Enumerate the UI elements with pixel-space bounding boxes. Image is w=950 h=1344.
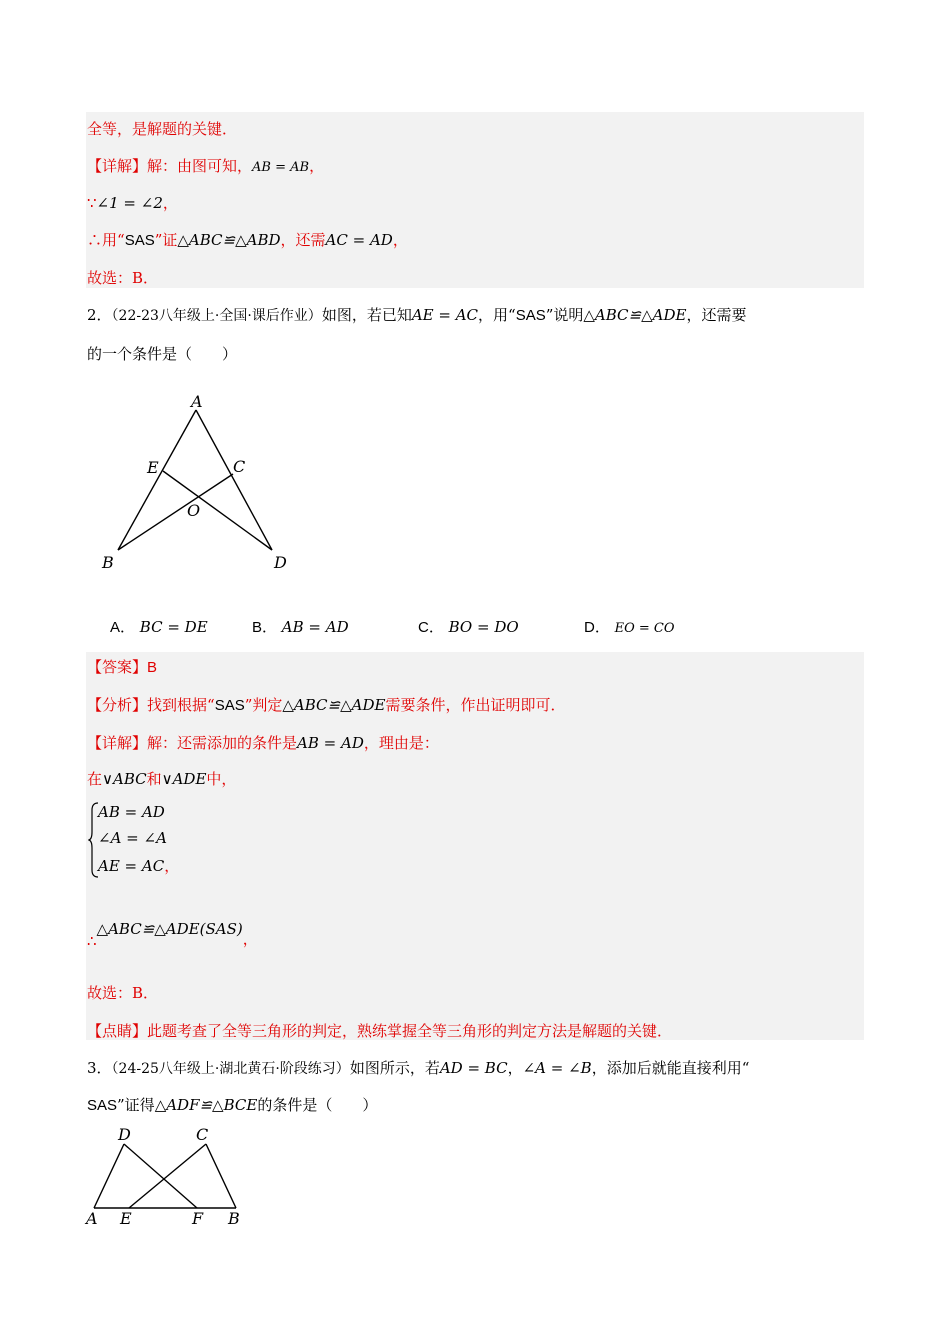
- math-angle-a-b: ∠A = ∠B: [522, 1059, 592, 1077]
- math-ad-bc: AD = BC: [439, 1059, 508, 1077]
- q2-in-triangles: [87, 768, 236, 790]
- q2-choose: 故选：B．: [87, 984, 159, 1002]
- text: ，添加后就能直接利用“: [591, 1059, 750, 1077]
- option-a[interactable]: [110, 616, 208, 637]
- text: ，用“: [478, 306, 516, 324]
- option-math: AB = AD: [281, 618, 349, 636]
- answer-value: B: [147, 659, 158, 676]
- sys-eq-3-text: AE = AC: [98, 857, 165, 875]
- option-label: C．: [418, 619, 444, 636]
- q2-question-line1: [87, 304, 746, 327]
- question-number: 2．: [87, 306, 112, 324]
- option-math: BC = DE: [139, 618, 208, 636]
- label-b: B: [102, 553, 114, 572]
- text: 如图，若已知: [321, 306, 412, 324]
- because-symbol: ∵: [87, 194, 97, 212]
- sys-eq-1: AB = AD: [98, 803, 165, 821]
- detail-tag: 【详解】: [87, 157, 148, 175]
- option-b[interactable]: [252, 616, 349, 637]
- question-source: （22-23八年级上·全国·课后作业）: [111, 308, 322, 324]
- analysis-tag: 【分析】: [87, 696, 148, 714]
- sas-text: SAS: [515, 307, 546, 324]
- text: 找到根据“: [147, 696, 215, 714]
- q2-detail: [87, 732, 439, 754]
- q2-analysis: [87, 694, 565, 717]
- comma: ，: [162, 194, 178, 212]
- q2-answer: [87, 656, 157, 679]
- math-congruence: △ABC≌△ADE: [282, 696, 386, 714]
- q3-figure: [84, 1124, 264, 1244]
- comment-text: 此题考查了全等三角形的判定，熟练掌握全等三角形的判定方法是解题的关键．: [147, 1022, 673, 1040]
- text: 需要条件，作出证明即可．: [385, 696, 566, 714]
- text: ”证得: [117, 1096, 155, 1114]
- q1-choose: 故选：B．: [87, 269, 159, 287]
- label-o: O: [187, 501, 201, 520]
- question-source: （24-25八年级上·湖北黄石·阶段练习）: [111, 1061, 350, 1077]
- text: ，: [507, 1059, 523, 1077]
- label-a: A: [191, 392, 203, 411]
- option-math: BO = DO: [448, 618, 519, 636]
- label-e: E: [147, 458, 159, 477]
- math-ae-ac: AE = AC: [411, 306, 479, 324]
- text: ”判定: [244, 696, 283, 714]
- label-a: A: [86, 1209, 98, 1228]
- option-label: A．: [110, 619, 136, 636]
- text: ，还需: [280, 231, 326, 249]
- segment-ed: [163, 471, 272, 550]
- text: 如图所示，若: [349, 1059, 440, 1077]
- text: 和: [146, 770, 162, 788]
- comma: ，: [309, 157, 325, 175]
- therefore-symbol: ∴: [87, 231, 103, 249]
- comma: ，: [392, 231, 408, 249]
- q1-line3: [87, 192, 178, 214]
- sys-eq-2: ∠A = ∠A: [98, 829, 167, 847]
- math-ac-ad: AC = AD: [325, 231, 393, 249]
- text: 的条件是（ ）: [257, 1096, 378, 1114]
- math-angle-eq: ∠1 = ∠2: [96, 194, 163, 212]
- detail-text: 解：由图可知，: [147, 157, 253, 175]
- text: ”说明: [545, 306, 584, 324]
- segment-df: [124, 1144, 197, 1208]
- option-math: EO = CO: [614, 621, 675, 636]
- q1-line1: 全等，是解题的关键．: [87, 120, 238, 138]
- text: ，还需要: [686, 306, 747, 324]
- segment-bc: [206, 1144, 236, 1208]
- answer-tag: 【答案】: [87, 658, 148, 676]
- label-e: E: [120, 1209, 132, 1228]
- detail-tag: 【详解】: [87, 734, 148, 752]
- sas-text: SAS: [87, 1097, 118, 1114]
- q2-comment: [87, 1020, 672, 1042]
- comma: ，: [164, 857, 180, 875]
- q2-figure: [90, 388, 310, 588]
- label-b: B: [228, 1209, 240, 1228]
- text: 解：还需添加的条件是: [147, 734, 298, 752]
- sas-text: SAS: [214, 697, 245, 714]
- question-number: 3．: [87, 1059, 112, 1077]
- segment-ce: [129, 1144, 206, 1208]
- q1-line2: [87, 155, 324, 179]
- segment-ad: [196, 410, 272, 550]
- sas-text: SAS: [124, 232, 155, 249]
- q3-question-line1: [87, 1057, 749, 1080]
- q2-question-line2: 的一个条件是（ ）: [87, 345, 238, 363]
- comment-tag: 【点睛】: [87, 1022, 148, 1040]
- math-tri-ade: ∨ADE: [161, 770, 207, 788]
- sys-eq-3: [98, 855, 179, 876]
- math-ab-ab: AB = AB: [252, 160, 310, 175]
- text: 中，: [206, 770, 237, 788]
- math-ab-ad: AB = AD: [297, 734, 364, 752]
- q2-conclusion: [87, 918, 258, 950]
- math-congruence: △ADF≌△BCE: [154, 1096, 258, 1114]
- label-d: D: [274, 553, 287, 572]
- q3-question-line2: [87, 1094, 377, 1117]
- option-c[interactable]: [418, 616, 519, 637]
- segment-ab: [118, 410, 196, 550]
- math-congruence: △ABC≌△ADE: [583, 306, 687, 324]
- comma: ，: [242, 930, 258, 948]
- option-d[interactable]: [584, 616, 675, 637]
- label-d: D: [118, 1125, 131, 1144]
- math-conclusion: △ABC≌△ADE(SAS): [96, 920, 243, 938]
- label-f: F: [192, 1209, 204, 1228]
- math-congruence: △ABC≌△ABD: [177, 231, 281, 249]
- math-tri-abc: ∨ABC: [102, 770, 147, 788]
- segment-ad: [94, 1144, 124, 1208]
- label-c: C: [196, 1125, 209, 1144]
- text: ，理由是：: [363, 734, 439, 752]
- q1-line4: [87, 229, 408, 252]
- segment-bc: [118, 474, 233, 550]
- text: 在: [87, 770, 103, 788]
- text: 用“: [102, 231, 125, 249]
- text: ”证: [154, 231, 178, 249]
- label-c: C: [233, 457, 246, 476]
- option-label: B．: [252, 619, 278, 636]
- option-label: D．: [584, 619, 610, 636]
- therefore-symbol: ∴: [87, 932, 97, 950]
